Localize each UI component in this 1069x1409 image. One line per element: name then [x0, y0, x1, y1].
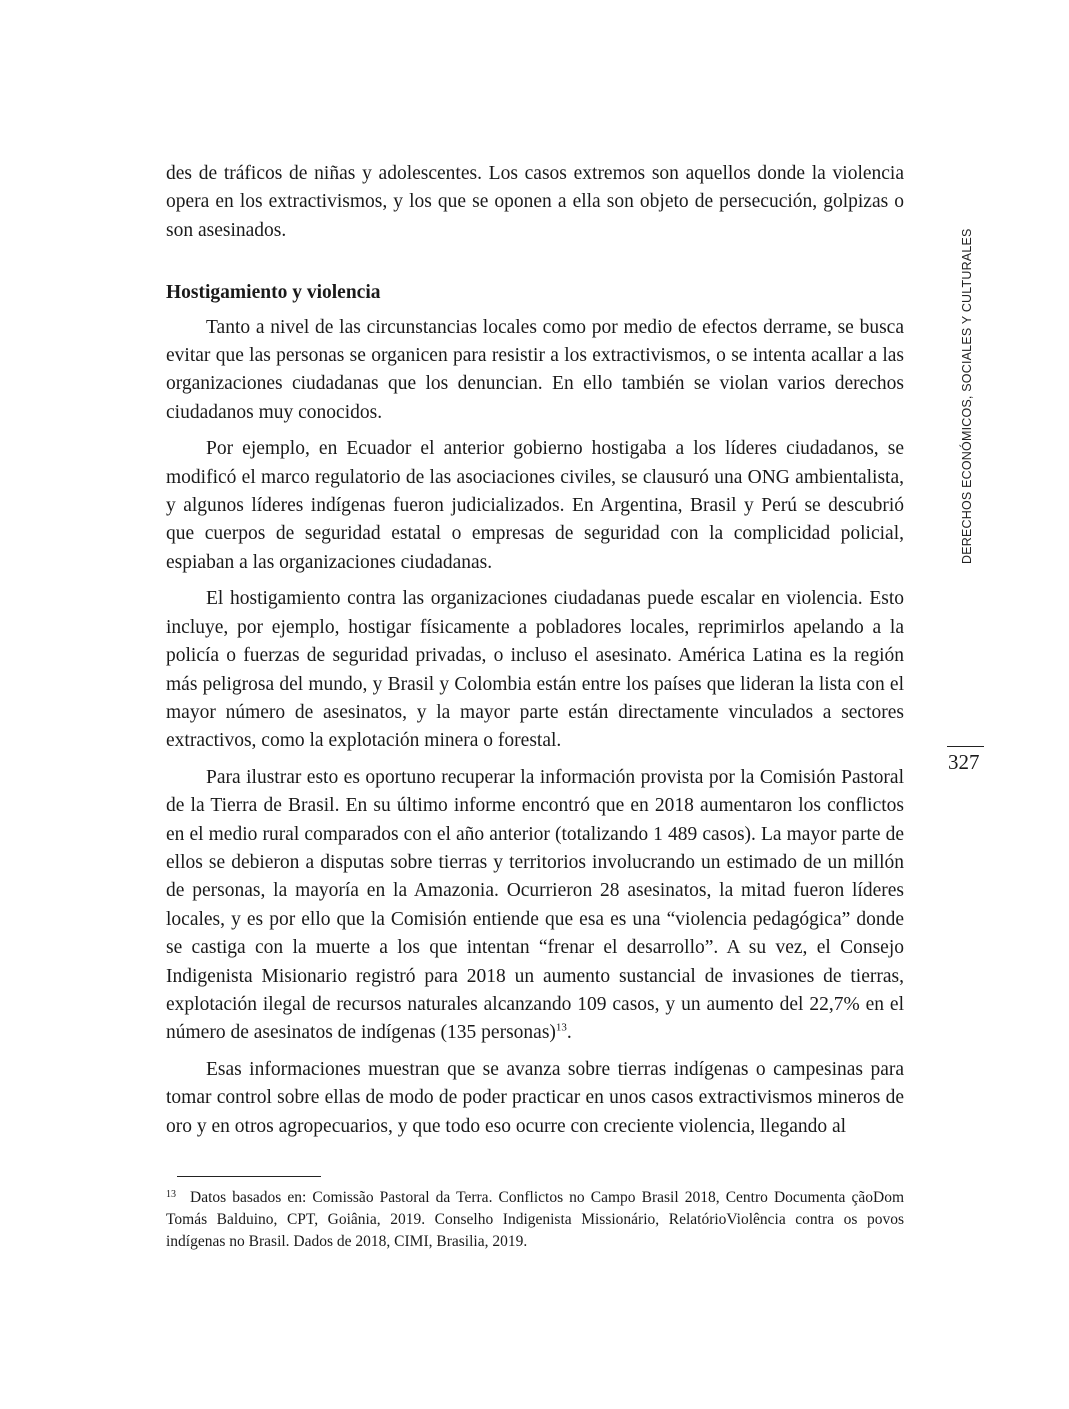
- paragraph-3: El hostigamiento contra las organizaciones ciudadanas puede escalar en violencia. Esto incluye, por ejemplo, hostigar físicamente a pobladores locales, reprimirlos apelando a la policía o fuerzas de seguridad privadas, o incluso el asesinato. América Latina es la región más peligrosa del mundo, y Brasil y Colombia están entre los países que lideran la lista con el mayor número de asesinatos, y la mayor parte están directamente vinculados a sectores extractivos, como la explotación minera o forestal.: [166, 588, 904, 752]
- footnote-text: Datos basados en: Comissão Pastoral da Terra. Conflictos no Campo Brasil 2018, Centro Documenta çãoDom Tomás Balduino, CPT, Goiânia, 2019. Conselho Indigenista Missionário, RelatórioViolência contra os povos indígenas no Brasil. Dados de 2018, CIMI, Brasilia, 2019.: [166, 1189, 904, 1250]
- main-text-column: [166, 160, 904, 1141]
- intro-paragraph: des de tráficos de niñas y adolescentes. Los casos extremos son aquellos donde la violencia opera en los extractivismos, y los que se oponen a ella son objeto de persecución, golpizas o son asesinados.: [166, 163, 904, 241]
- footnote-divider: [177, 1176, 321, 1177]
- paragraph-2: Por ejemplo, en Ecuador el anterior gobierno hostigaba a los líderes ciudadanos, se modificó el marco regulatorio de las asociaciones civiles, se clausuró una ONG ambientalista, y algunos líderes indígenas fueron judicializados. En Argentina, Brasil y Perú se descubrió que cuerpos de seguridad estatal o empresas de seguridad con la complicidad policial, espiaban a las organizaciones ciudadanas.: [166, 438, 904, 573]
- paragraph-4: [166, 764, 904, 1048]
- paragraph-1: Tanto a nivel de las circunstancias locales como por medio de efectos derrame, se busca evitar que las personas se organicen para resistir a los extractivismos, o se intenta acallar a las organizaciones ciudadanas que los denuncian. En ello también se violan varios derechos ciudadanos muy conocidos.: [166, 316, 904, 423]
- footnote-number: 13: [166, 1189, 176, 1200]
- paragraph-5: Esas informaciones muestran que se avanza sobre tierras indígenas o campesinas para tomar control sobre ellas de modo de poder practicar en unos casos extractivismos mineros de oro y en otros agropecuarios, y que todo eso ocurre con creciente violencia, llegando al: [166, 1058, 904, 1137]
- footnote-reference[interactable]: 13: [555, 1021, 567, 1034]
- footnote: [166, 1184, 904, 1253]
- paragraph-4-end: .: [566, 1022, 572, 1044]
- page-number: 327: [948, 750, 980, 774]
- section-heading: Hostigamiento y violencia: [166, 282, 381, 304]
- running-title: DERECHOS ECONÓMICOS, SOCIALES Y CULTURALES: [960, 228, 974, 564]
- page-number-divider: [947, 746, 984, 747]
- paragraph-4-text: Para ilustrar esto es oportuno recuperar la información provista por la Comisión Pastoral de la Tierra de Brasil. En su último informe encontró que en 2018 aumentaron los conflictos en el medio rural comparados con el año anterior (totalizando 1 489 casos). La mayor parte de ellos se debieron a disputas sobre tierras y territorios involucrando un estimado de un millón de personas, la mayoría en la Amazonia. Ocurrieron 28 asesinatos, la mitad fueron líderes locales, y es por ello que la Comisión entiende que esa es una “violencia pedagógica” donde se castiga con la muerte a los que intentan “frenar el desarrollo”. A su vez, el Consejo Indigenista Misionario registró para 2018 un aumento sustancial de invasiones de tierras, explotación ilegal de recursos naturales alcanzando 109 casos, y un aumento del 22,7% en el número de asesinatos de indígenas (135 personas): [166, 766, 904, 1044]
